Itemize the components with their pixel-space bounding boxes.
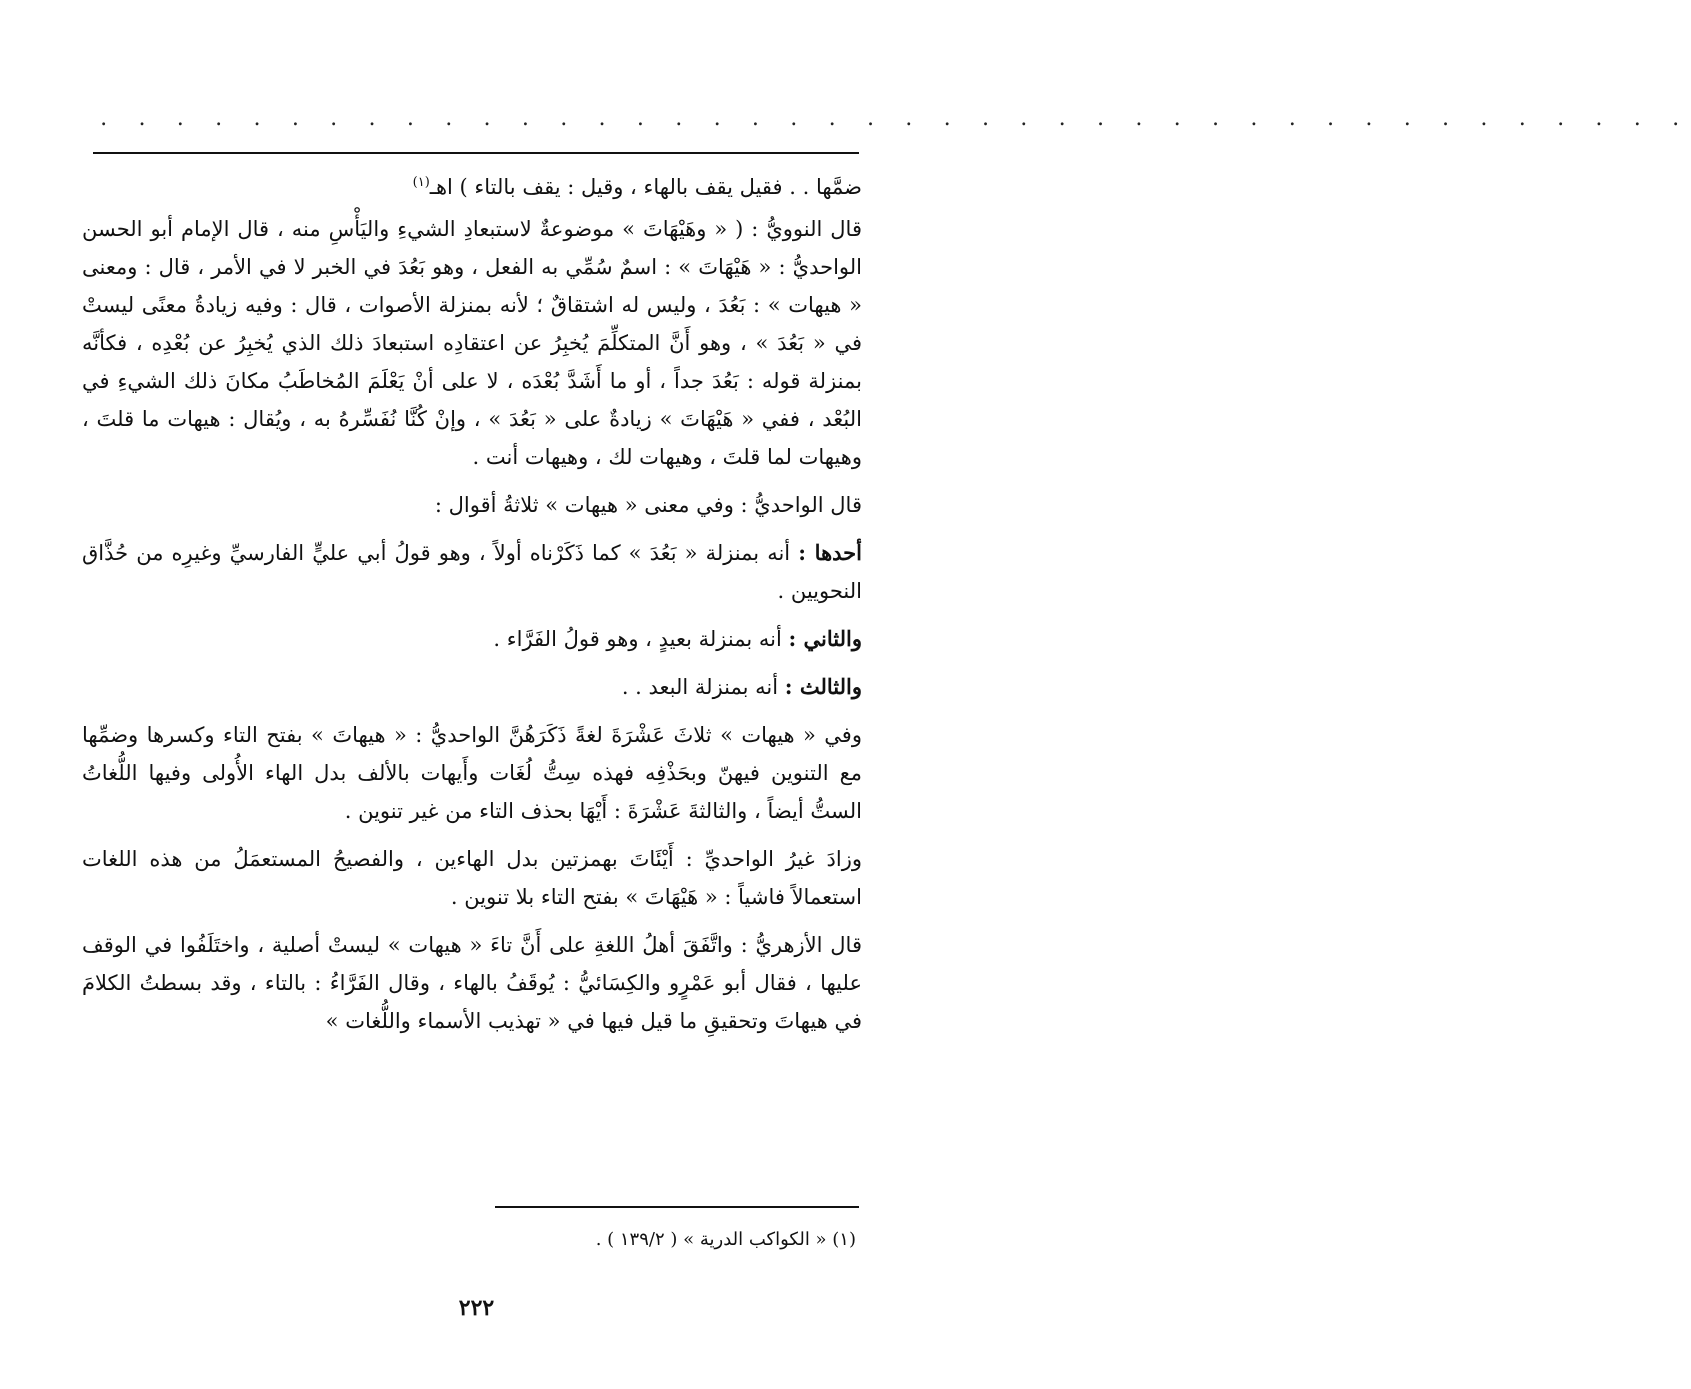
paragraph-6-text: أنه بمنزلة البعد . . [621,675,785,699]
paragraph-2: قال النوويُّ : ( « وهَيْهَاتَ » موضوعةٌ لاستبعادِ الشيءِ واليَأْسِ منه ، قال الإمام أبو الحسن الواحديُّ : « هَيْهَاتَ » : اسمٌ سُمِّي به الفعل ، وهو بَعُدَ في الخبر لا في الأمر ، قال : ومعنى « هيهات » : بَعُدَ ، وليس له اشتقاقٌ ؛ لأنه بمنزلة الأصوات ، قال : وفيه زيادةُ معنًى ليستْ في « بَعُدَ » ، وهو أَنَّ المتكلِّمَ يُخبِرُ عن اعتقادِه استبعادَ ذلك الذي يُخبِرُ عن بُعْدِه ، فكأنَّه بمنزلة قوله : بَعُدَ جداً ، أو ما أَشَدَّ بُعْدَه ، لا على أنْ يَعْلَمَ المُخاطَبُ مكانَ ذلك الشيءِ في البُعْد ، ففي « هَيْهَاتَ » زيادةٌ على « بَعُدَ » ، وإنْ كُنَّا نُفَسِّرهُ به ، ويُقال : هيهات ما قلتَ ، وهيهات لما قلتَ ، وهيهات لك ، وهيهات أنت . [82,217,862,469]
footnote: (١) « الكواكب الدرية » ( ١٣٩/٢ ) . [595,1229,856,1250]
paragraph-5 [82,620,862,658]
paragraph-8: وزادَ غيرُ الواحديِّ : أَيْئَاتَ بهمزتين بدل الهاءين ، والفصيحُ المستعمَلُ من هذه اللغات استعمالاً فاشياً : « هَيْهَاتَ » بفتح التاء بلا تنوين . [82,847,862,909]
main-text [82,168,862,1050]
paragraph-3: قال الواحديُّ : وفي معنى « هيهات » ثلاثةُ أقوال : [434,493,862,517]
page-number: ٢٢٢ [458,1295,495,1321]
paragraph-4 [82,534,862,610]
paragraph-9: قال الأزهريُّ : واتَّفَقَ أهلُ اللغةِ على أَنَّ تاءَ « هيهات » ليستْ أصلية ، واختَلَفُوا في الوقف عليها ، فقال أبو عَمْرٍو والكِسَائيُّ : يُوقَفُ بالهاء ، وقال الفَرَّاءُ : بالتاء ، وقد بسطتُ الكلامَ في هيهاتَ وتحقيقِ ما قيل فيها في « تهذيب الأسماء واللُّغات » [82,933,862,1033]
header-rule [93,152,859,154]
footnote-rule [495,1206,859,1208]
footnote-reference: (١) [412,175,430,190]
paragraph-1-text: ضمَّها . . فقيل يقف بالهاء ، وقيل : يقف بالتاء ) اهـ [429,175,862,199]
paragraph-1 [82,168,862,206]
paragraph-5-lead: والثاني : [788,626,862,651]
header-dots-ornament: ․ ․ ․ ․ ․ ․ ․ ․ ․ ․ ․ ․ ․ ․ ․ ․ ․ ․ ․ ․ ․ ․ ․ ․ ․ ․ ․ ․ ․ ․ ․ ․ ․ ․ ․ ․ ․ ․ ․ ․ ․ ․ [100,106,1691,131]
paragraph-5-text: أنه بمنزلة بعيدٍ ، وهو قولُ الفَرَّاء . [493,627,789,651]
paragraph-6 [82,668,862,706]
paragraph-6-lead: والثالث : [784,674,862,699]
paragraph-4-lead: أحدها : [798,540,862,565]
paragraph-7: وفي « هيهات » ثلاثَ عَشْرَةَ لغةً ذَكَرَهُنَّ الواحديُّ : « هيهاتَ » بفتح التاء وكسرها وضمِّها مع التنوين فيهنّ وبحَذْفِه فهذه سِتُّ لُغَات وأَيهات بالألف بدل الهاء الأُولى وفيها اللُّغاتُ الستُّ أيضاً ، والثالثةَ عَشْرَةَ : أَيْهَا بحذف التاء من غير تنوين . [82,723,862,823]
paragraph-4-text: أنه بمنزلة « بَعُدَ » كما ذَكَرْناه أولاً ، وهو قولُ أبي عليٍّ الفارسيِّ وغيرِه من حُذَّاق النحويين . [82,541,862,603]
